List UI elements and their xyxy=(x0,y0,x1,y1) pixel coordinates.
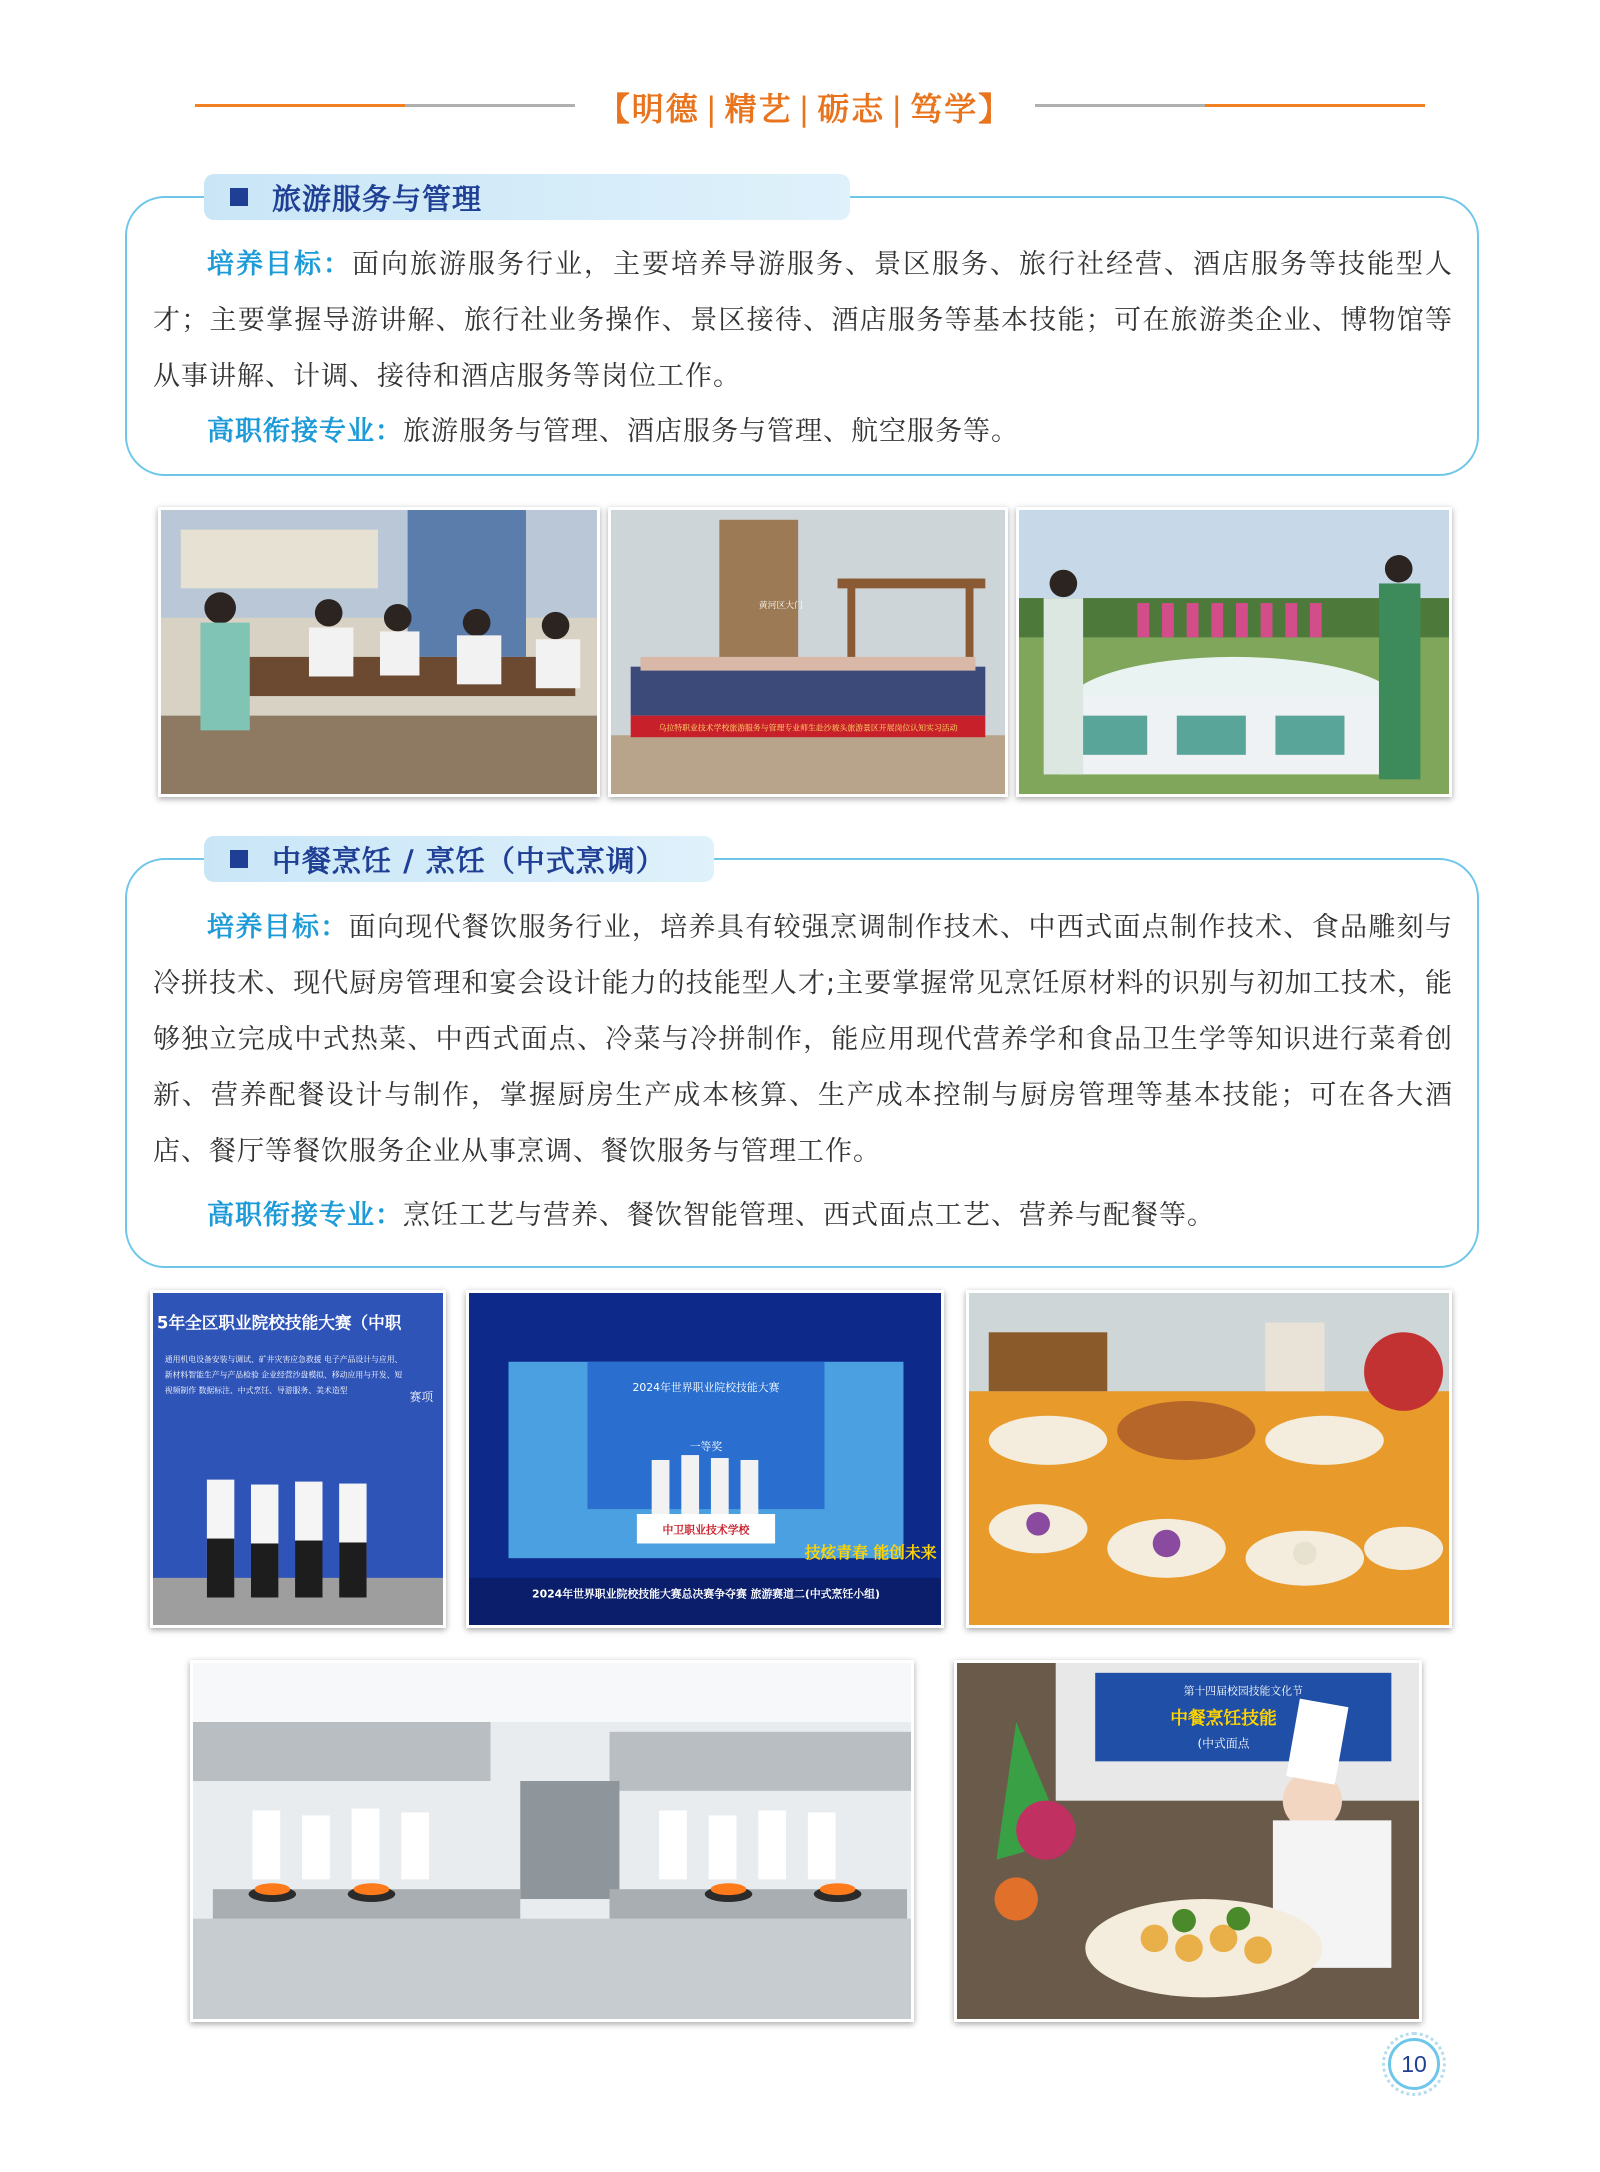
tourism-section-tab xyxy=(204,174,850,220)
link-text: 旅游服务与管理、酒店服务与管理、航空服务等。 xyxy=(403,416,1019,447)
cooking-link xyxy=(153,1188,1453,1244)
gate-sign: 黄河区大门 xyxy=(758,600,804,611)
goal-label: 培养目标： xyxy=(207,249,352,280)
board-title: 中餐烹饪技能 xyxy=(1170,1709,1277,1729)
photo-dining-training xyxy=(158,507,600,797)
tourism-goal xyxy=(153,237,1453,405)
goal-text: 面向现代餐饮服务行业，培养具有较强烹调制作技术、中西式面点制作技术、食品雕刻与冷拼技术、现代厨房管理和宴会设计能力的技能型人才;主要掌握常见烹饪原材料的识别与初加工技术，能够独立完成中式热菜、中西式面点、冷菜与冷拼制作，能应用现代营养学和食品卫生学等知识进行菜肴创新、营养配餐设计与制作，掌握厨房生产成本核算、生产成本控制与厨房管理等基本技能；可在各大酒店、餐厅等餐饮服务企业从事烹调、餐饮服务与管理工作。 xyxy=(153,912,1454,1167)
trip-banner: 乌拉特职业技术学校旅游服务与管理专业师生赴沙坡头旅游景区开展岗位认知实习活动 xyxy=(658,723,958,733)
award-level: 一等奖 xyxy=(689,1440,723,1454)
photo-world-skills-award xyxy=(466,1290,944,1628)
photo-food-carving xyxy=(954,1660,1422,2022)
cooking-section-tab xyxy=(204,836,714,882)
final-caption: 2024年世界职业院校技能大赛总决赛争夺赛 旅游赛道二(中式烹饪小组) xyxy=(532,1587,880,1601)
header-divider-left xyxy=(195,104,575,107)
photo-kitchen-training xyxy=(190,1660,914,2022)
square-bullet-icon xyxy=(230,188,248,206)
tourism-link xyxy=(153,404,1453,460)
slogan: 技炫青春 能创未来 xyxy=(804,1543,937,1563)
link-text: 烹饪工艺与营养、餐饮智能管理、西式面点工艺、营养与配餐等。 xyxy=(403,1200,1215,1231)
contest-event-suffix: 赛项 xyxy=(409,1390,434,1405)
page-number: 10 xyxy=(1388,2038,1440,2090)
photo-skills-contest-chefs xyxy=(150,1290,446,1628)
stage-title: 2024年世界职业院校技能大赛 xyxy=(632,1381,780,1395)
contest-banner: 5年全区职业院校技能大赛（中职 xyxy=(156,1313,402,1333)
photo-food-display xyxy=(966,1290,1452,1628)
photo-scenic-field-trip xyxy=(608,507,1008,797)
school-name: 中卫职业技术学校 xyxy=(662,1523,750,1537)
tourism-section-title: 旅游服务与管理 xyxy=(272,181,483,216)
link-label: 高职衔接专业： xyxy=(207,416,403,447)
motto: 【明德 | 精艺 | 砺志 | 笃学】 xyxy=(597,90,1013,128)
cooking-goal xyxy=(153,900,1453,1180)
contest-event-list: 通用机电设备安装与调试、矿井灾害应急救援 电子产品设计与应用、新材料智能生产与产品检验 企业经营沙盘模拟、移动应用与开发、短视频制作 数据标注、中式烹饪、导游服务、美术造型 xyxy=(164,1354,403,1396)
square-bullet-icon xyxy=(230,850,248,868)
goal-text: 面向旅游服务行业，主要培养导游服务、景区服务、旅行社经营、酒店服务等技能型人才；主要掌握导游讲解、旅行社业务操作、景区接待、酒店服务等基本技能；可在旅游类企业、博物馆等从事讲解、计调、接待和酒店服务等岗位工作。 xyxy=(153,249,1453,392)
board-subtitle: (中式面点 xyxy=(1197,1736,1250,1751)
board-caption: 第十四届校园技能文化节 xyxy=(1183,1684,1303,1698)
header-divider-right xyxy=(1035,104,1425,107)
link-label: 高职衔接专业： xyxy=(207,1200,403,1231)
cooking-section-title: 中餐烹饪 / 烹饪（中式烹调） xyxy=(272,843,666,878)
goal-label: 培养目标： xyxy=(207,912,349,943)
photo-banquet-hostesses xyxy=(1016,507,1452,797)
